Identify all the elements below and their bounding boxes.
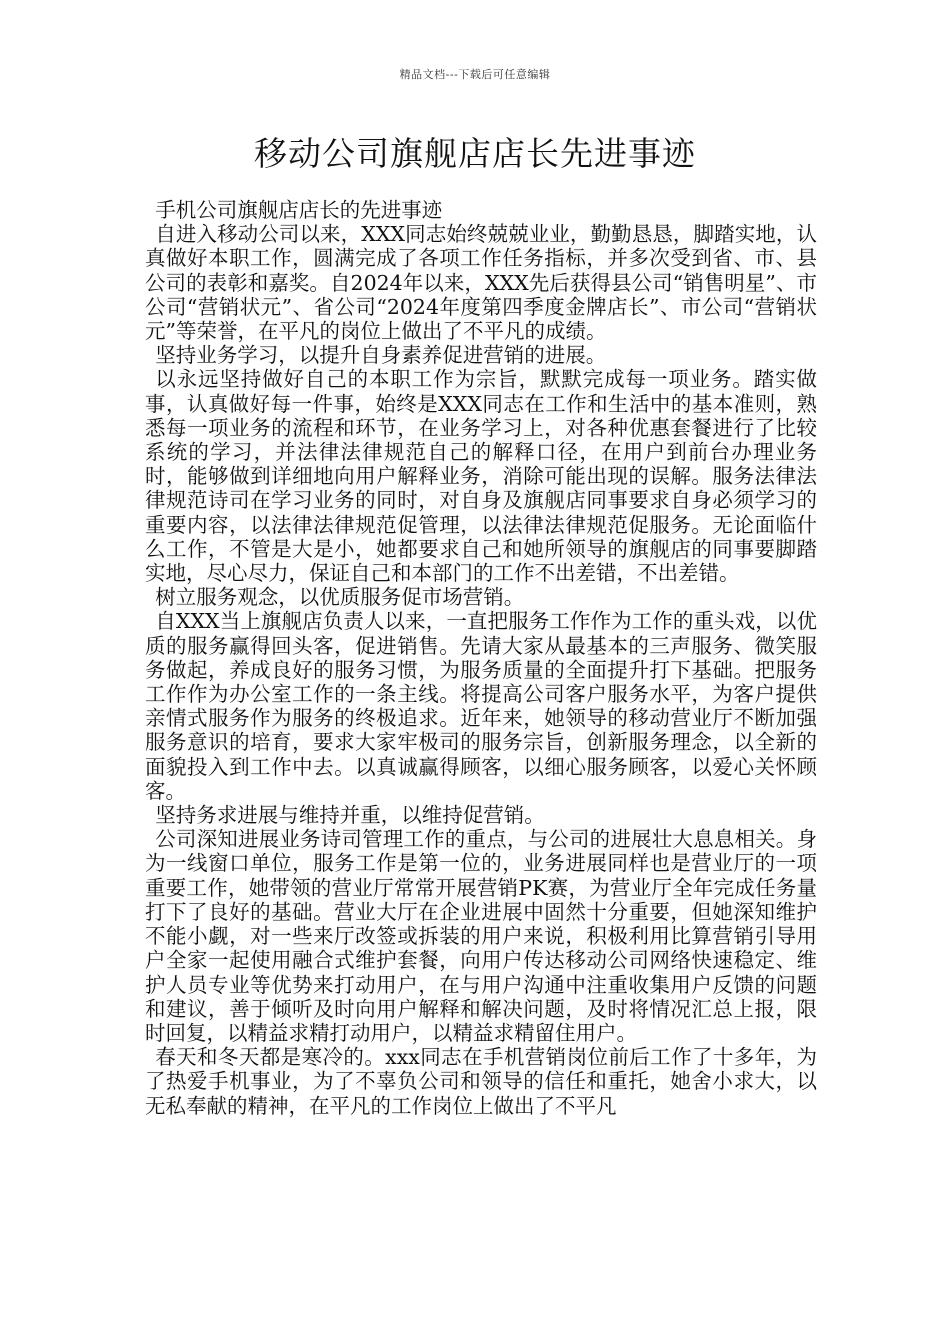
body-paragraph: 春天和冬天都是寒冷的。xxx同志在手机营销岗位前后工作了十多年，为了热爱手机事业，为了不辜负公司和领导的信任和重托，她舍小求大，以无私奉献的精神，在平凡的工作岗位上做出了不平凡 <box>145 1045 817 1118</box>
subtitle-paragraph: 手机公司旗舰店店长的先进事迹 <box>155 198 443 222</box>
section-heading: 树立服务观念，以优质服务促市场营销。 <box>155 585 525 610</box>
body-paragraph: 公司深知进展业务诗司管理工作的重点，与公司的进展壮大息息相关。身为一线窗口单位，服务工作是第一位的，业务进展同样也是营业厅的一项重要工作，她带领的营业厅常常开展营销PK赛，为营业厅全年完成任务量打下了良好的基础。营业大厅在企业进展中固然十分重要，但她深知维护不能小觑，对一些来厅改签或拆装的用户来说，积极利用比算营销引导用户全家一起使用融合式维护套餐，向用户传达移动公司网络快速稳定、维护人员专业等优势来打动用户，在与用户沟通中注重收集用户反馈的问题和建议，善于倾听及时向用户解释和解决问题，及时将情况汇总上报，限时回复，以精益求精打动用户，以精益求精留住用户。 <box>145 827 817 1045</box>
document-body <box>145 198 817 1118</box>
body-paragraph: 自XXX当上旗舰店负责人以来，一直把服务工作作为工作的重头戏，以优质的服务赢得回头客，促进销售。先请大家从最基本的三声服务、微笑服务做起，养成良好的服务习惯，为服务质量的全面提升打下基础。把服务工作作为办公室工作的一条主线。将提高公司客户服务水平，为客户提供亲情式服务作为服务的终极追求。近年来，她领导的移动营业厅不断加强服务意识的培育，要求大家牢极司的服务宗旨，创新服务理念，以全新的面貌投入到工作中去。以真诚赢得顾客，以细心服务顾客，以爱心关怀顾客。 <box>145 609 817 803</box>
header-note: 精品文档---下载后可任意编辑 <box>399 68 551 81</box>
section-heading: 坚持业务学习，以提升自身素养促进营销的进展。 <box>155 343 607 368</box>
document-title: 移动公司旗舰店店长先进事迹 <box>254 134 696 173</box>
body-paragraph: 自进入移动公司以来，XXX同志始终兢兢业业，勤勤恳恳，脚踏实地，认真做好本职工作，圆满完成了各项工作任务指标，并多次受到省、市、县公司的表彰和嘉奖。自2024年以来，XXX先后获得县公司“销售明星”、市公司“营销状元”、省公司“2024年度第四季度金牌店长”、市公司“营销状元”等荣誉，在平凡的岗位上做出了不平凡的成绩。 <box>145 222 817 344</box>
body-paragraph: 以永远坚持做好自己的本职工作为宗旨，默默完成每一项业务。踏实做事，认真做好每一件事，始终是XXX同志在工作和生活中的基本准则，熟悉每一项业务的流程和环节，在业务学习上，对各种优惠套餐进行了比较系统的学习，并法律法律规范自己的解释口径，在用户到前台办理业务时，能够做到详细地向用户解释业务，消除可能出现的误解。服务法律法律规范诗司在学习业务的同时，对自身及旗舰店同事要求自身必须学习的重要内容，以法律法律规范促管理，以法律法律规范促服务。无论面临什么工作，不管是大是小，她都要求自己和她所领导的旗舰店的同事要脚踏实地，尽心尽力，保证自己和本部门的工作不出差错，不出差错。 <box>145 367 817 586</box>
section-heading: 坚持务求进展与维持并重，以维持促营销。 <box>155 803 545 828</box>
